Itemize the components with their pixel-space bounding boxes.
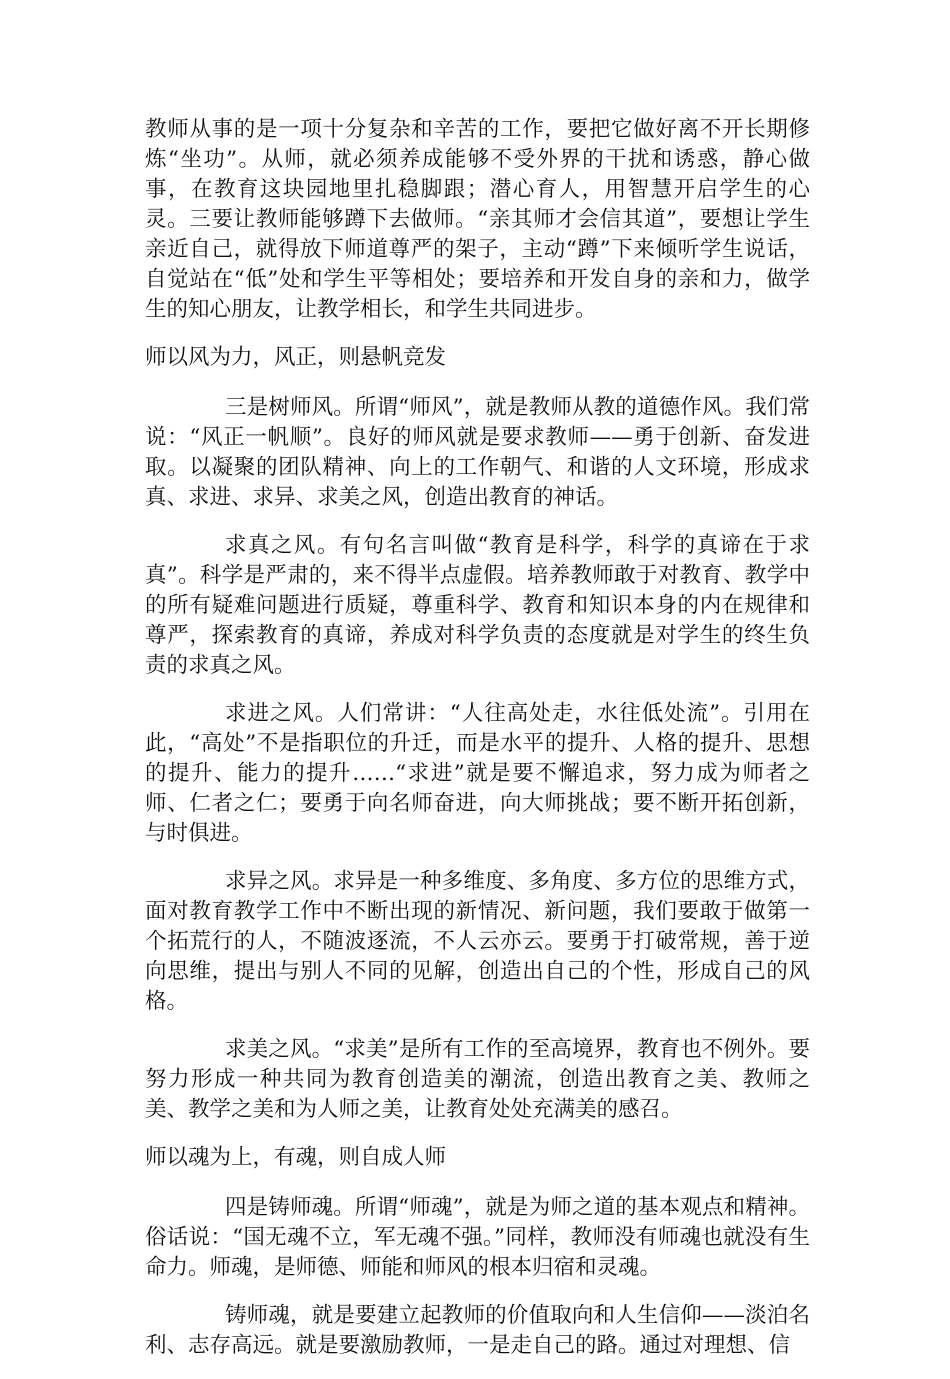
section-heading-wind: 师以风为力，风正，则悬帆竞发 [145, 345, 447, 370]
paragraph-1: 教师从事的是一项十分复杂和辛苦的工作，要把它做好离不开长期修炼“坐功”。从师，就必须养成能够不受外界的干扰和诱惑，静心做事，在教育这块园地里扎稳脚跟；潜心育人，用智慧开启学生的心灵。三要让教师能够蹲下去做师。“亲其师才会信其道”，要想让学生亲近自己，就得放下师道尊严的架子，主动“蹲”下来倾听学生说话，自觉站在“低”处和学生平等相处；要培养和开发自身的亲和力，做学生的知心朋友，让教学相长，和学生共同进步。 [145, 117, 810, 322]
paragraph-qiuzhen: 求真之风。有句名言叫做“教育是科学，科学的真谛在于求真”。科学是严肃的，来不得半点虚假。培养教师敢于对教育、教学中的所有疑难问题进行质疑，尊重科学、教育和知识本身的内在规律和尊严，探索教育的真谛，养成对科学负责的态度就是对学生的终生负责的求真之风。 [145, 533, 810, 678]
section-heading-soul: 师以魂为上，有魂，则自成人师 [145, 1145, 447, 1170]
paragraph-qiuyi: 求异之风。求异是一种多维度、多角度、多方位的思维方式，面对教育教学工作中不断出现的新情况、新问题，我们要敢于做第一个拓荒行的人，不随波逐流，不人云亦云。要勇于打破常规，善于逆向思维，提出与别人不同的见解，创造出自己的个性，形成自己的风格。 [145, 869, 810, 1014]
paragraph-shifeng: 三是树师风。所谓“师风”，就是教师从教的道德作风。我们常说：“风正一帆顺”。良好的师风就是要求教师——勇于创新、奋发进取。以凝聚的团队精神、向上的工作朝气、和谐的人文环境，形成求真、求进、求异、求美之风，创造出教育的神话。 [145, 395, 810, 510]
document-body [145, 115, 810, 1379]
paragraph-qiumei: 求美之风。“求美”是所有工作的至高境界，教育也不例外。要努力形成一种共同为教育创造美的潮流，创造出教育之美、教师之美、教学之美和为人师之美，让教育处处充满美的感召。 [145, 1037, 810, 1122]
paragraph-zhushihun: 铸师魂，就是要建立起教师的价值取向和人生信仰——淡泊名利、志存高远。就是要激励教师，一是走自己的路。通过对理想、信 [145, 1303, 810, 1358]
paragraph-qiujin: 求进之风。人们常讲：“人往高处走，水往低处流”。引用在此，“高处”不是指职位的升迁，而是水平的提升、人格的提升、思想的提升、能力的提升……“求进”就是要不懈追求，努力成为师者之师、仁者之仁；要勇于向名师奋进，向大师挑战；要不断开拓创新，与时俱进。 [145, 701, 810, 846]
paragraph-shihun: 四是铸师魂。所谓“师魂”，就是为师之道的基本观点和精神。俗话说：“国无魂不立，军无魂不强。”同样，教师没有师魂也就没有生命力。师魂，是师德、师能和师风的根本归宿和灵魂。 [145, 1195, 810, 1280]
